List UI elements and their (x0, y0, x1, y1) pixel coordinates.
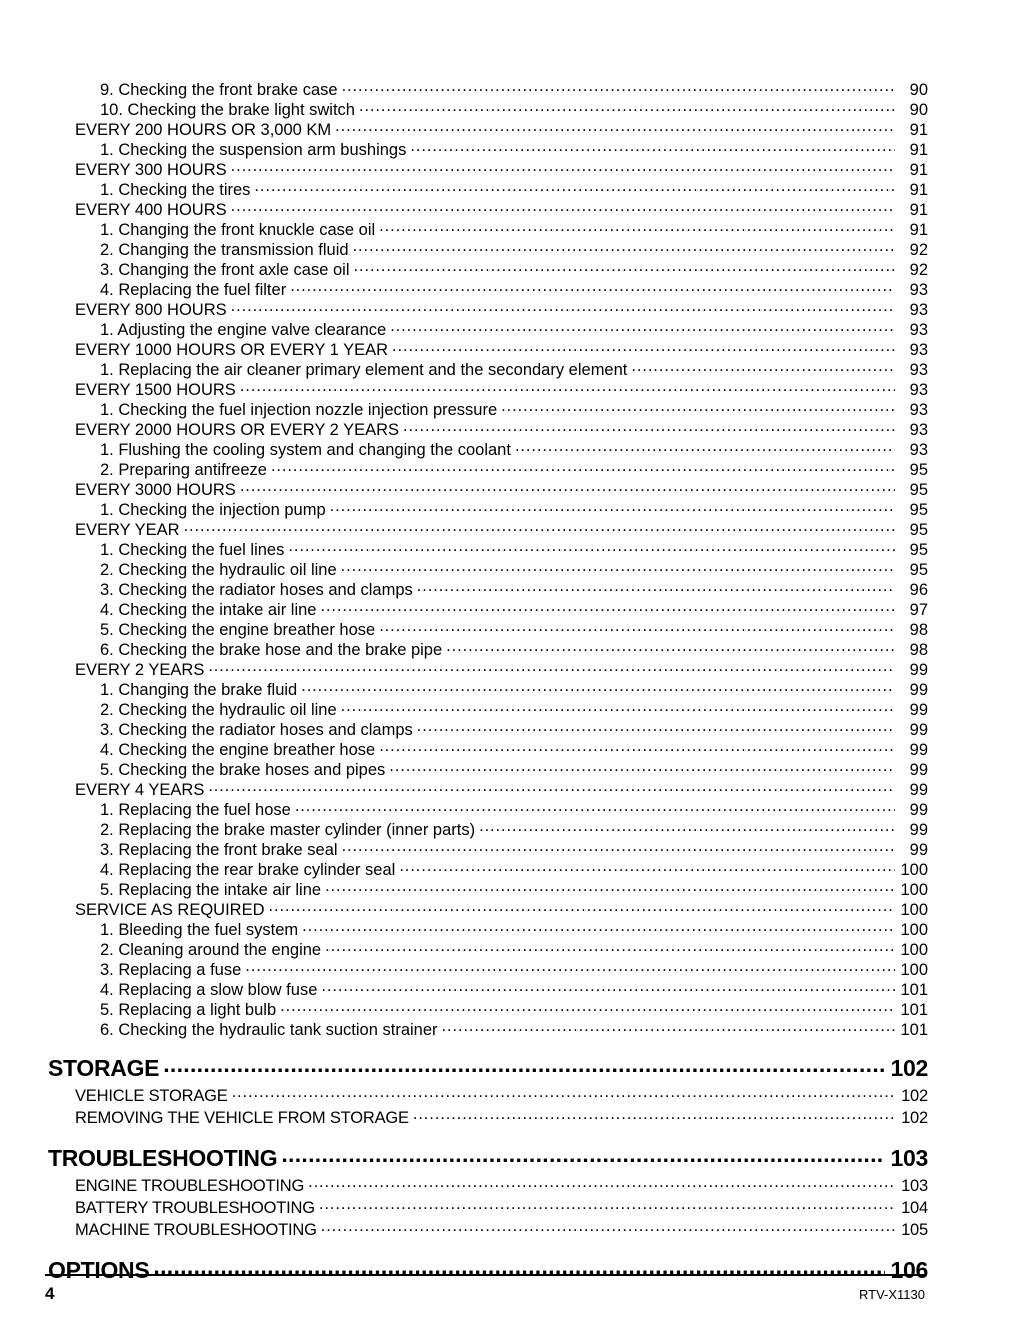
toc-entry[interactable] (48, 818, 928, 838)
toc-entry-label: EVERY 4 YEARS (75, 780, 205, 799)
toc-entry-page-number: 92 (909, 260, 928, 279)
toc-entry-page-number: 95 (909, 500, 928, 519)
toc-entry-label: 4. Replacing a slow blow fuse (100, 980, 318, 999)
toc-entry[interactable] (48, 798, 928, 818)
toc-entry[interactable] (48, 1218, 928, 1240)
toc-entry[interactable] (48, 418, 928, 438)
toc-entry[interactable] (48, 838, 928, 858)
toc-entry-label: 6. Checking the brake hose and the brake pipe (100, 640, 443, 659)
toc-entry-page-number: 95 (909, 460, 928, 479)
toc-dot-leader (184, 518, 895, 535)
toc-entry[interactable] (48, 938, 928, 958)
toc-entry-label: 2. Cleaning around the engine (100, 940, 322, 959)
toc-entry-label: 2. Preparing antifreeze (100, 460, 267, 479)
toc-dot-leader (240, 378, 895, 395)
toc-entry-page-number: 99 (909, 760, 928, 779)
toc-entry[interactable] (48, 278, 928, 298)
toc-dot-leader (321, 978, 895, 995)
toc-dot-leader (281, 1143, 885, 1166)
toc-dot-leader (359, 98, 895, 115)
toc-entry-label: 2. Checking the hydraulic oil line (100, 560, 337, 579)
toc-entry-page-number: 91 (909, 220, 928, 239)
toc-entry[interactable] (48, 858, 928, 878)
toc-entry-page-number: 105 (901, 1220, 928, 1239)
toc-entry[interactable] (48, 658, 928, 678)
toc-entry-page-number: 99 (909, 720, 928, 739)
toc-entry-page-number: 99 (909, 840, 928, 859)
toc-entry[interactable] (48, 378, 928, 398)
toc-dot-leader (240, 478, 895, 495)
toc-entry-page-number: 106 (890, 1257, 928, 1283)
toc-dot-leader (442, 1018, 895, 1035)
toc-dot-leader (413, 1106, 895, 1123)
toc-entry-page-number: 100 (900, 920, 928, 939)
toc-dot-leader (446, 638, 895, 655)
toc-dot-leader (280, 998, 895, 1015)
toc-entry-label: 4. Checking the intake air line (100, 600, 317, 619)
toc-dot-leader (208, 658, 895, 675)
toc-entry[interactable] (48, 258, 928, 278)
toc-entry[interactable] (48, 458, 928, 478)
toc-entry-label: EVERY 1500 HOURS (75, 380, 236, 399)
toc-entry-label: 3. Replacing the front brake seal (100, 840, 338, 859)
toc-dot-leader (399, 858, 895, 875)
toc-entry-label: 1. Changing the brake fluid (100, 680, 298, 699)
toc-dot-leader (232, 1084, 895, 1101)
toc-entry-label: 5. Checking the brake hoses and pipes (100, 760, 386, 779)
toc-entry-page-number: 91 (909, 180, 928, 199)
toc-entry[interactable] (48, 958, 928, 978)
toc-entry-label: 4. Checking the engine breather hose (100, 740, 376, 759)
toc-entry-page-number: 103 (901, 1176, 928, 1195)
toc-dot-leader (325, 938, 895, 955)
toc-dot-leader (354, 258, 896, 275)
toc-entry-page-number: 95 (909, 560, 928, 579)
toc-dot-leader (269, 898, 895, 915)
toc-entry-label: OPTIONS (48, 1257, 150, 1283)
toc-dot-leader (417, 718, 895, 735)
toc-entry-page-number: 99 (909, 660, 928, 679)
toc-entry-page-number: 97 (909, 600, 928, 619)
toc-entry-label: 5. Checking the engine breather hose (100, 620, 376, 639)
toc-entry-label: STORAGE (48, 1055, 160, 1081)
toc-entry[interactable] (48, 1018, 928, 1038)
toc-entry[interactable] (48, 478, 928, 498)
toc-dot-leader (390, 318, 895, 335)
toc-entry-label: 1. Adjusting the engine valve clearance (100, 320, 387, 339)
toc-dot-leader (321, 1218, 895, 1235)
toc-entry[interactable] (48, 998, 928, 1018)
toc-entry[interactable] (48, 98, 928, 118)
toc-entry[interactable] (48, 218, 928, 238)
toc-entry-label: EVERY 2 YEARS (75, 660, 205, 679)
toc-dot-leader (271, 458, 895, 475)
toc-entry-page-number: 90 (909, 80, 928, 99)
toc-entry[interactable] (48, 1254, 928, 1286)
toc-entry-label: 1. Changing the front knuckle case oil (100, 220, 376, 239)
toc-dot-leader (341, 698, 895, 715)
toc-dot-leader (231, 298, 895, 315)
toc-entry[interactable] (48, 718, 928, 738)
toc-entry-label: BATTERY TROUBLESHOOTING (75, 1198, 315, 1217)
toc-dot-leader (163, 1053, 885, 1076)
footer-model-code: RTV-X1130 (858, 1287, 925, 1302)
toc-entry-label: 1. Checking the fuel injection nozzle injection pressure (100, 400, 498, 419)
toc-dot-leader (479, 818, 895, 835)
toc-dot-leader (379, 618, 895, 635)
toc-dot-leader (342, 838, 895, 855)
toc-entry-label: 9. Checking the front brake case (100, 80, 338, 99)
toc-entry[interactable] (48, 918, 928, 938)
toc-entry-page-number: 93 (909, 320, 928, 339)
toc-entry-page-number: 100 (900, 940, 928, 959)
toc-entry[interactable] (48, 618, 928, 638)
toc-dot-leader (335, 118, 895, 135)
toc-entry[interactable] (48, 438, 928, 458)
toc-dot-leader (330, 498, 895, 515)
toc-entry-label: TROUBLESHOOTING (48, 1145, 278, 1171)
toc-entry-page-number: 93 (909, 360, 928, 379)
toc-entry[interactable] (48, 538, 928, 558)
toc-entry-page-number: 95 (909, 540, 928, 559)
toc-dot-leader (302, 918, 895, 935)
toc-entry[interactable] (48, 698, 928, 718)
toc-entry[interactable] (48, 158, 928, 178)
toc-entry-label: 4. Replacing the fuel filter (100, 280, 287, 299)
toc-dot-leader (288, 538, 895, 555)
toc-entry[interactable] (48, 578, 928, 598)
toc-entry-label: 5. Replacing the intake air line (100, 880, 322, 899)
toc-dot-leader (389, 758, 895, 775)
toc-entry-label: 3. Checking the radiator hoses and clamps (100, 720, 413, 739)
toc-entry-label: 1. Checking the tires (100, 180, 251, 199)
toc-dot-leader (320, 598, 895, 615)
toc-dot-leader (208, 778, 895, 795)
toc-entry-label: 2. Checking the hydraulic oil line (100, 700, 337, 719)
toc-dot-leader (231, 158, 895, 175)
toc-entry[interactable] (48, 338, 928, 358)
toc-entry-page-number: 93 (909, 420, 928, 439)
toc-entry-label: ENGINE TROUBLESHOOTING (75, 1176, 305, 1195)
toc-entry-page-number: 101 (900, 1020, 928, 1039)
toc-entry-page-number: 102 (890, 1055, 928, 1081)
toc-entry-label: EVERY YEAR (75, 520, 180, 539)
toc-entry[interactable] (48, 558, 928, 578)
toc-entry-page-number: 99 (909, 740, 928, 759)
toc-entry[interactable] (48, 898, 928, 918)
toc-entry-page-number: 99 (909, 820, 928, 839)
toc-entry[interactable] (48, 878, 928, 898)
toc-entry-page-number: 101 (900, 1000, 928, 1019)
toc-entry-page-number: 93 (909, 300, 928, 319)
toc-entry-page-number: 96 (909, 580, 928, 599)
toc-entry-page-number: 99 (909, 700, 928, 719)
toc-entry-page-number: 90 (909, 100, 928, 119)
toc-entry-label: 1. Checking the suspension arm bushings (100, 140, 407, 159)
toc-dot-leader (501, 398, 895, 415)
toc-entry-label: 4. Replacing the rear brake cylinder seal (100, 860, 396, 879)
toc-dot-leader (308, 1174, 895, 1191)
toc-entry-label: 3. Changing the front axle case oil (100, 260, 350, 279)
toc-entry-page-number: 102 (901, 1108, 928, 1127)
toc-entry-page-number: 102 (901, 1086, 928, 1105)
toc-entry-page-number: 93 (909, 340, 928, 359)
toc-entry-label: 1. Replacing the air cleaner primary element and the secondary element (100, 360, 628, 379)
toc-entry-page-number: 91 (909, 200, 928, 219)
toc-entry[interactable] (48, 118, 928, 138)
toc-entry-page-number: 100 (900, 960, 928, 979)
toc-dot-leader (341, 558, 895, 575)
toc-entry-label: 6. Checking the hydraulic tank suction strainer (100, 1020, 438, 1039)
toc-entry-label: 1. Checking the fuel lines (100, 540, 285, 559)
footer-divider (45, 1274, 925, 1276)
toc-entry-page-number: 98 (909, 640, 928, 659)
toc-dot-leader (290, 278, 895, 295)
toc-entry-page-number: 100 (900, 880, 928, 899)
toc-entry[interactable] (48, 358, 928, 378)
toc-entry[interactable] (48, 78, 928, 98)
toc-entry-page-number: 104 (901, 1198, 928, 1217)
toc-entry[interactable] (48, 978, 928, 998)
toc-entry[interactable] (48, 238, 928, 258)
toc-entry-label: REMOVING THE VEHICLE FROM STORAGE (75, 1108, 409, 1127)
toc-entry-page-number: 100 (900, 860, 928, 879)
page-footer (45, 1284, 925, 1304)
toc-entry-page-number: 98 (909, 620, 928, 639)
toc-entry[interactable] (48, 398, 928, 418)
toc-entry-label: 2. Replacing the brake master cylinder (inner parts) (100, 820, 476, 839)
toc-entry-page-number: 91 (909, 120, 928, 139)
toc-entry[interactable] (48, 198, 928, 218)
toc-entry-label: EVERY 800 HOURS (75, 300, 227, 319)
toc-entry[interactable] (48, 1084, 928, 1106)
toc-entry[interactable] (48, 1052, 928, 1084)
toc-entry-label: 1. Checking the injection pump (100, 500, 326, 519)
toc-entry-page-number: 92 (909, 240, 928, 259)
toc-entry-page-number: 99 (909, 800, 928, 819)
toc-entry-label: 1. Flushing the cooling system and changing the coolant (100, 440, 511, 459)
toc-entry[interactable] (48, 1142, 928, 1174)
toc-dot-leader (392, 338, 895, 355)
toc-entry-label: SERVICE AS REQUIRED (75, 900, 265, 919)
toc-dot-leader (342, 78, 895, 95)
toc-entry-label: 3. Replacing a fuse (100, 960, 242, 979)
toc-dot-leader (325, 878, 895, 895)
toc-dot-leader (319, 1196, 895, 1213)
table-of-contents-list (48, 78, 928, 1286)
toc-dot-leader (515, 438, 895, 455)
toc-dot-leader (245, 958, 895, 975)
toc-entry-page-number: 91 (909, 160, 928, 179)
toc-entry-label: MACHINE TROUBLESHOOTING (75, 1220, 317, 1239)
toc-entry-label: 1. Bleeding the fuel system (100, 920, 299, 939)
toc-dot-leader (379, 218, 895, 235)
toc-entry-page-number: 99 (909, 680, 928, 699)
toc-entry-label: VEHICLE STORAGE (75, 1086, 228, 1105)
toc-entry-label: EVERY 1000 HOURS OR EVERY 1 YEAR (75, 340, 389, 359)
toc-entry-label: 3. Checking the radiator hoses and clamps (100, 580, 413, 599)
toc-entry-page-number: 100 (900, 900, 928, 919)
toc-entry[interactable] (48, 638, 928, 658)
toc-entry[interactable] (48, 678, 928, 698)
toc-entry[interactable] (48, 598, 928, 618)
toc-entry-label: 1. Replacing the fuel hose (100, 800, 291, 819)
footer-page-number: 4 (45, 1284, 55, 1303)
toc-entry-page-number: 93 (909, 400, 928, 419)
toc-entry-page-number: 93 (909, 380, 928, 399)
toc-entry[interactable] (48, 138, 928, 158)
toc-dot-leader (631, 358, 895, 375)
toc-entry-label: EVERY 200 HOURS OR 3,000 KM (75, 120, 332, 139)
toc-entry-label: EVERY 300 HOURS (75, 160, 227, 179)
toc-dot-leader (353, 238, 895, 255)
toc-entry[interactable] (48, 1196, 928, 1218)
toc-entry-page-number: 93 (909, 440, 928, 459)
toc-entry[interactable] (48, 498, 928, 518)
toc-dot-leader (301, 678, 895, 695)
toc-entry[interactable] (48, 758, 928, 778)
toc-entry[interactable] (48, 738, 928, 758)
toc-entry[interactable] (48, 178, 928, 198)
toc-dot-leader (410, 138, 895, 155)
toc-dot-leader (379, 738, 895, 755)
toc-entry-page-number: 99 (909, 780, 928, 799)
toc-entry[interactable] (48, 1174, 928, 1196)
toc-dot-leader (254, 178, 895, 195)
toc-entry-page-number: 101 (900, 980, 928, 999)
toc-entry-page-number: 91 (909, 140, 928, 159)
toc-entry[interactable] (48, 318, 928, 338)
toc-entry-page-number: 95 (909, 480, 928, 499)
toc-entry[interactable] (48, 1106, 928, 1128)
toc-dot-leader (295, 798, 895, 815)
toc-entry[interactable] (48, 778, 928, 798)
toc-entry-page-number: 93 (909, 280, 928, 299)
toc-entry-label: 5. Replacing a light bulb (100, 1000, 277, 1019)
toc-entry-page-number: 95 (909, 520, 928, 539)
toc-entry-label: 2. Changing the transmission fluid (100, 240, 349, 259)
toc-entry-label: EVERY 2000 HOURS OR EVERY 2 YEARS (75, 420, 400, 439)
toc-entry-label: EVERY 3000 HOURS (75, 480, 236, 499)
toc-dot-leader (231, 198, 895, 215)
toc-entry[interactable] (48, 518, 928, 538)
toc-entry-label: EVERY 400 HOURS (75, 200, 227, 219)
toc-entry-label: 10. Checking the brake light switch (100, 100, 355, 119)
toc-dot-leader (403, 418, 895, 435)
toc-entry[interactable] (48, 298, 928, 318)
toc-dot-leader (417, 578, 895, 595)
toc-entry-page-number: 103 (890, 1145, 928, 1171)
